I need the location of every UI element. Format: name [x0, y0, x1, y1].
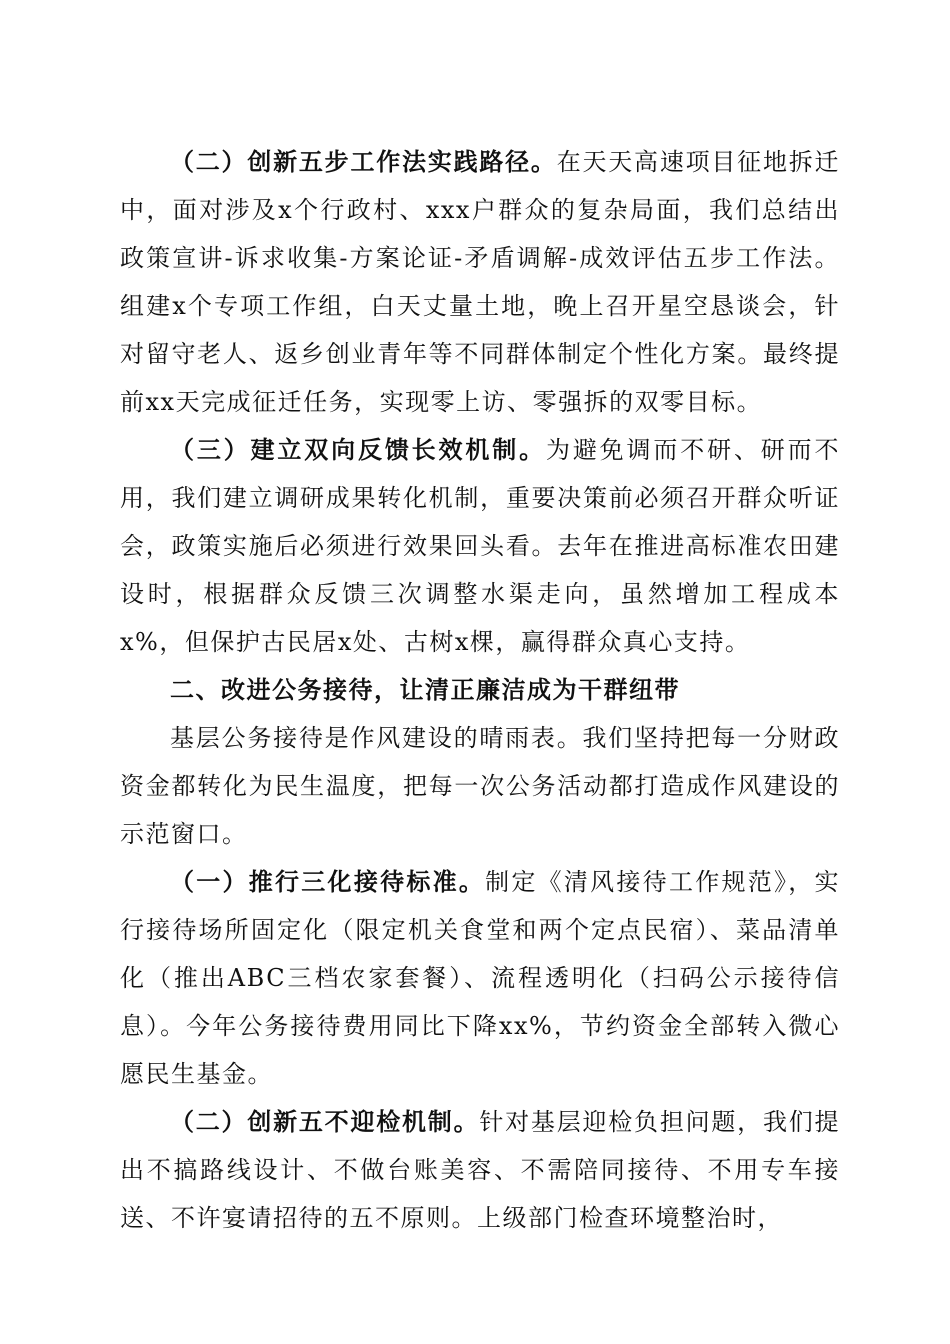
paragraph-five-no-inspection	[120, 1098, 840, 1242]
paragraph-feedback-mechanism	[120, 426, 840, 666]
section-intro: 基层公务接待是作风建设的晴雨表。我们坚持把每一分财政资金都转化为民生温度，把每一次公务活动都打造成作风建设的示范窗口。	[120, 724, 840, 848]
document-body	[120, 138, 840, 1242]
section-heading: 二、改进公务接待，让清正廉洁成为干群纽带	[170, 676, 680, 704]
paragraph-lead: （三）建立双向反馈长效机制。	[170, 436, 546, 464]
paragraph-lead: （一）推行三化接待标准。	[170, 868, 486, 896]
paragraph-lead: （二）创新五不迎检机制。	[170, 1108, 480, 1136]
paragraph-lead: （二）创新五步工作法实践路径。	[170, 148, 557, 176]
paragraph-text: 在天天高速项目征地拆迁中，面对涉及x个行政村、xxx户群众的复杂局面，我们总结出政策宣讲-诉求收集-方案论证-矛盾调解-成效评估五步工作法。组建x个专项工作组，白天丈量土地，晚上召开星空恳谈会，针对留守老人、返乡创业青年等不同群体制定个性化方案。最终提前xx天完成征迁任务，实现零上访、零强拆的双零目标。	[120, 148, 841, 416]
paragraph-text: 制定《清风接待工作规范》，实行接待场所固定化（限定机关食堂和两个定点民宿）、菜品清单化（推出ABC三档农家套餐）、流程透明化（扫码公示接待信息）。今年公务接待费用同比下降xx%，节约资金全部转入微心愿民生基金。	[120, 868, 841, 1088]
paragraph-reception-standard	[120, 858, 840, 1098]
paragraph-text: 针对基层迎检负担问题，我们提出不搞路线设计、不做台账美容、不需陪同接待、不用专车接送、不许宴请招待的五不原则。上级部门检查环境整治时，	[120, 1108, 840, 1232]
paragraph-five-step-method	[120, 138, 840, 426]
paragraph-text: 为避免调而不研、研而不用，我们建立调研成果转化机制，重要决策前必须召开群众听证会，政策实施后必须进行效果回头看。去年在推进高标准农田建设时，根据群众反馈三次调整水渠走向，虽然增加工程成本x%，但保护古民居x处、古树x棵，赢得群众真心支持。	[120, 436, 841, 656]
